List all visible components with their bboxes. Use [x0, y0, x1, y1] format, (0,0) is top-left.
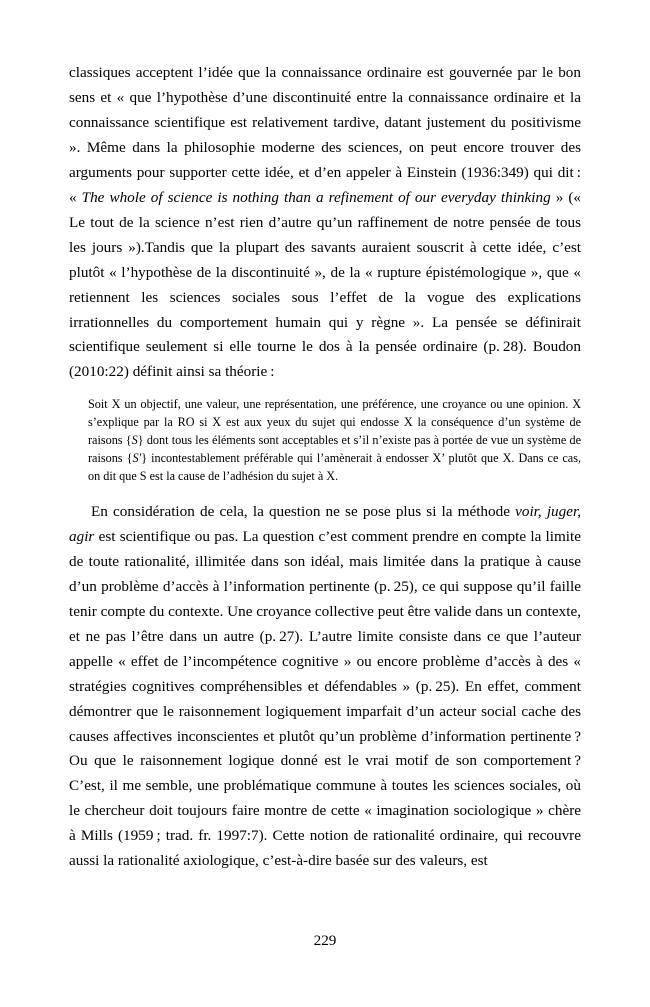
brace-open-s-prime: {	[126, 451, 133, 466]
paragraph-opening-text-part-1: classiques acceptent l’idée que la connaissance ordinaire est gouvernée par le bon sens et « que l’hypothèse d’une discontinuité entre la connaissance ordinaire et la connaissance scientifique est relativement tardive, datant justement du positivisme ». Même dans la philosophie moderne des sciences, on peut encore trouver des arguments pour supporter cette idée, et d’en appeler à Einstein (1936:349) qui dit : «	[69, 64, 581, 206]
brace-close-s: }	[137, 433, 144, 448]
paragraph-opening-text-part-2: » (« Le tout de la science n’est rien d’autre qu’un raffinement de notre pensée de tous les jours »).Tandis que la plupart des savants auraient souscrit à cette idée, c’est plutôt « l’hypothèse de la discontinuité », de la « rupture épistémologique », que « retiennent les sciences sociales sous l’effet de la vogue des explications irrationnelles du comportement humain qui y règne ». La pensée se définirait scientifique seulement si elle tourne le dos à la pensée ordinaire (p. 28). Boudon (2010:22) définit ainsi sa théorie :	[69, 188, 581, 381]
einstein-quote-italic: The whole of science is nothing than a refinement of our everyday thinking	[81, 188, 551, 206]
blockquote-paragraph	[88, 396, 581, 486]
brace-close-s-prime: }	[141, 451, 148, 466]
quote-top-spacer	[69, 385, 581, 396]
blockquote-text-part-1: Soit X un objectif, une valeur, une représentation, une préférence, une croyance ou une opinion. X s’explique par la RO si X est aux yeux du sujet qui endosse X la conséquence d’un système de raisons	[88, 397, 581, 448]
blockquote-text-part-3: incontestablement préférable qui l’amènerait à endosser X’ plutôt que X. Dans ce cas, on dit que S est la cause de l’adhésion du sujet à X.	[88, 451, 582, 484]
symbol-s: S	[131, 433, 138, 448]
symbol-s-prime: S′	[132, 451, 142, 466]
paragraph-consideration-text-part-1: En considération de cela, la question ne se pose plus si la méthode	[91, 502, 516, 520]
brace-open-s: {	[125, 433, 132, 448]
paragraph-opening	[69, 61, 581, 385]
blockquote-boudon-definition	[88, 396, 581, 486]
method-name-italic: voir, juger, agir	[69, 502, 582, 545]
paragraph-consideration	[69, 500, 581, 874]
quote-bottom-spacer	[69, 486, 581, 500]
page-number-footer: 229	[313, 932, 337, 949]
paragraph-consideration-text-part-2: est scientifique ou pas. La question c’est comment prendre en compte la limite de toute rationalité, illimitée dans son idéal, mais limitée dans la pratique à cause d’un problème d’accès à l’information pertinente (p. 25), ce qui suppose qu’il faille tenir compte du contexte. Une croyance collective peut être valide dans un contexte, et ne pas l’être dans un autre (p. 27). L’autre limite consiste dans ce que l’auteur appelle « effet de l’incompétence cognitive » ou encore problème d’accès à des « stratégies cognitives compréhensibles et défendables » (p. 25). En effet, comment démontrer que le raisonnement logiquement imparfait d’un acteur social cache des causes affectives inconscientes et plutôt qu’un problème d’information pertinente ? Ou que le raisonnement logique donné est le vrai motif de son comportement ? C’est, il me semble, une problématique commune à toutes les sciences sociales, où le chercheur doit toujours faire montre de cette « imagination sociologique » chère à Mills (1959 ; trad. fr. 1997:7). Cette notion de rationalité ordinaire, qui recouvre aussi la rationalité axiologique, c’est-à-dire basée sur des valeurs, est	[69, 527, 581, 870]
blockquote-text-part-2: dont tous les éléments sont acceptables et s’il n’existe pas à portée de vue un système de raisons	[88, 433, 581, 466]
page-text-block	[69, 61, 581, 874]
